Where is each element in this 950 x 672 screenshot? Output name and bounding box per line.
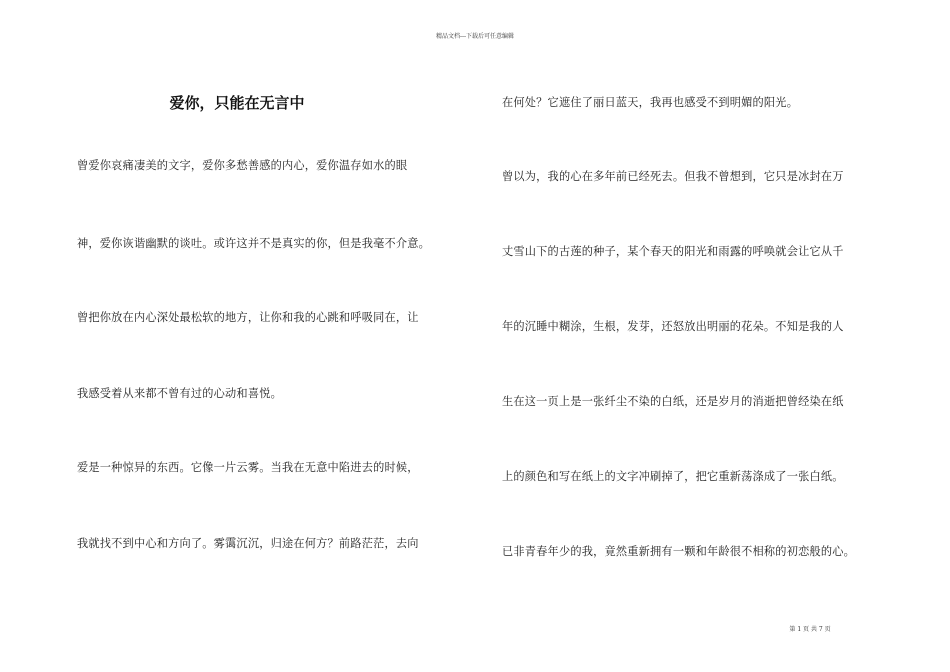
body-line: 曾以为，我的心在多年前已经死去。但我不曾想到，它只是冰封在万 [502,170,844,183]
body-line: 我就找不到中心和方向了。雾霭沉沉，归途在何方？前路茫茫，去向 [77,537,419,550]
document-title: 爱你，只能在无言中 [169,94,305,112]
body-line: 神，爱你诙谐幽默的谈吐。或许这并不是真实的你，但是我毫不介意。 [77,237,431,250]
body-line: 生在这一页上是一张纤尘不染的白纸，还是岁月的消逝把曾经染在纸 [502,395,844,408]
body-line: 年的沉睡中糊涂，生根，发芽，还怒放出明丽的花朵。不知是我的人 [502,320,844,333]
page-header: 精品文档---下载后可任意编辑 [435,33,515,40]
body-line: 在何处？它遮住了丽日蓝天，我再也感受不到明媚的阳光。 [502,96,799,109]
body-line: 上的颜色和写在纸上的文字冲刷掉了，把它重新荡涤成了一张白纸。 [502,470,844,483]
body-line: 曾爱你哀痛凄美的文字，爱你多愁善感的内心，爱你温存如水的眼 [77,159,408,172]
body-line: 丈雪山下的古莲的种子，某个春天的阳光和雨露的呼唤就会让它从千 [502,245,844,258]
body-line: 曾把你放在内心深处最松软的地方，让你和我的心跳和呼吸同在，让 [77,311,419,324]
body-line: 已非青春年少的我，竟然重新拥有一颗和年龄很不相称的初恋般的心。 [502,545,856,558]
body-line: 爱是一种惊异的东西。它像一片云雾。当我在无意中陷进去的时候， [77,461,419,474]
body-line: 我感受着从来都不曾有过的心动和喜悦。 [77,387,282,400]
page-number: 第 1 页 共 7 页 [789,626,831,633]
